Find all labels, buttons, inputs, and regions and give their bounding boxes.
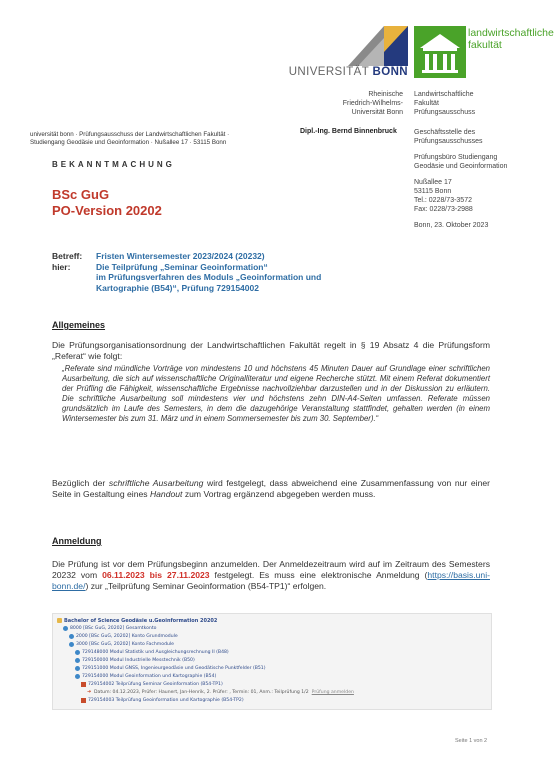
tree-row[interactable]: 2000 [BSc GuG, 20202] Konto Grundmodule [69, 633, 178, 640]
tree-row[interactable]: 729154002 Teilprüfung Seminar Geoinformation (B54-TP1) [81, 681, 223, 688]
tree-row[interactable]: 729154003 Teilprüfung Geoinformation und Kartographie (B54-TP2) [81, 697, 244, 704]
expand-icon [75, 658, 80, 663]
university-bonn-logo [276, 26, 408, 78]
office-block: Geschäftsstelle des Prüfungsausschusses Prüfungsbüro Studiengang Geodäsie und Geoinformation Nußallee 17 53115 Bonn Tel.: 0228/73-3572 Fax: 0228/73-2988 Bonn, 23. Oktober 2023 [414, 128, 539, 230]
register-exam-link[interactable]: Prüfung anmelden [311, 690, 354, 695]
faculty-left-block: Rheinische Friedrich-Wilhelms- Universität Bonn [342, 91, 403, 116]
faculty-right-block: Landwirtschaftliche Fakultät Prüfungsausschuss [414, 91, 476, 116]
registration-end-date: 27.11.2023 [167, 570, 210, 581]
allgemeines-closing: Bezüglich der schriftliche Ausarbeitung wird festgelegt, dass abweichend eine Zusammenfassung von nur einer Seite in Gestaltung eines Handout zum Vortrag ergänzend abgegeben werden muss. [52, 478, 490, 500]
tree-row[interactable]: 729151000 Modul GNSS, Ingenieurgeodäsie und Geodätische Punktfelder (B51) [75, 665, 266, 672]
letter-date: Bonn, 23. Oktober 2023 [414, 222, 489, 229]
expand-icon [63, 626, 68, 631]
regulation-quote: „Referate sind mündliche Vorträge von mindestens 10 und höchstens 45 Minuten Dauer auf Grundlage einer schriftlichen Ausarbeitung, die sich auf wissenschaftliche Originalliteratur und eigene Recherche stützt. Mit einem Referat dokumentiert der Prüfling die Fähigkeit, wissenschaftliche Ergebnisse nachvollziehbar darzustellen und in der Diskussion zu erläutern. Die schriftliche Ausarbeitung soll mindestens vier und höchstens zehn DIN-A4-Seiten umfassen. Referate müssen grundsätzlich im Laufe des Semesters, in dem die dazugehörige Veranstaltung stattfindet, gehalten werden (in einem Wintersemester bis zum 31. März und in einem Sommersemester bis zum 30. September).“ [62, 364, 490, 423]
agricultural-faculty-logo [414, 26, 554, 78]
allgemeines-intro: Die Prüfungsorganisationsordnung der Landwirtschaftlichen Fakultät regelt in § 19 Absatz 4 die Prüfungsform „Referat“ wie folgt: [52, 340, 490, 362]
expand-icon [75, 650, 80, 655]
university-logo-text: UNIVERSITÄT BONN [288, 66, 408, 78]
registration-start-date: 06.11.2023 [102, 570, 145, 581]
section-heading-allgemeines: Allgemeines [52, 320, 106, 330]
document-title: BSc GuG PO-Version 20202 [52, 187, 162, 218]
exam-doc-icon [81, 698, 86, 703]
tree-row[interactable]: 8000 [BSc GuG, 20202] Gesamtkonto [63, 625, 156, 632]
expand-icon [75, 674, 80, 679]
sender-address: universität bonn · Prüfungsausschuss der Landwirtschaftlichen Fakultät · Studiengang Geodäsie und Geoinformation · Nußallee 17 · 53115 Bonn [30, 131, 230, 146]
announcement-heading: BEKANNTMACHUNG [52, 160, 175, 169]
faculty-logo-text: landwirtschaftliche fakultät [468, 27, 554, 51]
folder-icon [57, 618, 62, 623]
expand-icon [69, 642, 74, 647]
expand-icon [75, 666, 80, 671]
expand-icon [69, 634, 74, 639]
faculty-building-icon [414, 26, 466, 78]
tree-row[interactable]: 729148000 Modul Statistik und Ausgleichungsrechnung II (B48) [75, 649, 229, 656]
registration-tree-screenshot [52, 613, 492, 710]
signer-name: Dipl.-Ing. Bernd Binnenbruck [300, 128, 397, 135]
arrow-right-icon: ➜ [87, 689, 92, 695]
tree-row[interactable]: ➜ Datum: 04.12.2023, Prüfer: Haunert, Jan-Henrik, 2. Prüfer: , Termin: 01, Anm.: Teilprüfung 1/2 Prüfung anmelden [87, 689, 354, 695]
anmeldung-text: Die Prüfung ist vor dem Prüfungsbeginn anzumelden. Der Anmeldezeitraum wird auf im Zeitraum des Semesters 20232 vom 06.11.2023 bis 27.11.2023 festgelegt. Es muss eine elektronische Anmeldung (https://basis.uni-bonn.de/) zur „Teilprüfung Seminar Geoinformation (B54-TP1)“ erfolgen. [52, 559, 490, 592]
tree-row[interactable]: Bachelor of Science Geodäsie u.Geoinformation 20202 [57, 617, 217, 624]
page-number: Seite 1 von 2 [455, 738, 488, 744]
tree-row[interactable]: 3000 [BSc GuG, 20202] Konto Fachmodule [69, 641, 174, 648]
exam-doc-icon [81, 682, 86, 687]
tree-row[interactable]: 729150000 Modul Industrielle Messtechnik (B50) [75, 657, 195, 664]
university-logo-mark-icon [348, 26, 408, 66]
tree-row[interactable]: 729154000 Modul Geoinformation und Kartographie (B54) [75, 673, 216, 680]
basis-link[interactable]: https://basis.uni-bonn.de/ [52, 570, 490, 592]
subject-value: Fristen Wintersemester 2023/2024 (20232) [96, 251, 265, 261]
section-heading-anmeldung: Anmeldung [52, 536, 102, 546]
reference-block: Betreff: Fristen Wintersemester 2023/2024 (20232) hier: Die Teilprüfung „Seminar Geoinformation“ im Prüfungsverfahren des Moduls „Geoinformation und Kartographie (B54)“, Prüfung 729154002 [52, 251, 322, 293]
